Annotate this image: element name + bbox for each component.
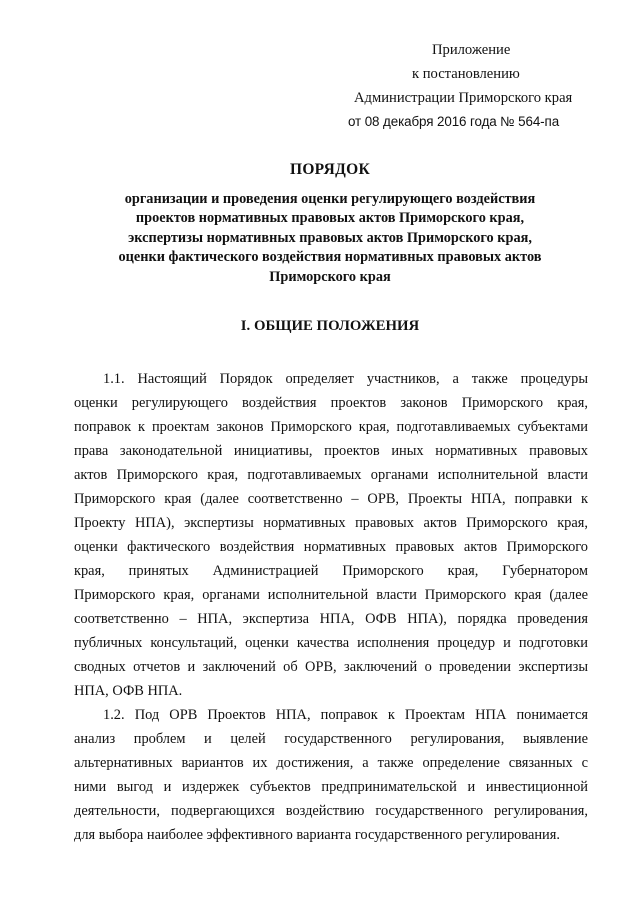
text-line: 1.2. Под ОРВ Проектов НПА, поправок к Проектам НПА понимается bbox=[103, 707, 588, 723]
title-main: ПОРЯДОК bbox=[289, 161, 371, 178]
text-line: оценки фактического воздействия нормативных правовых актов Приморского bbox=[74, 539, 588, 555]
text-line: поправок к проектам законов Приморского края, подготавливаемых субъектами bbox=[74, 419, 588, 435]
text-line: актов Приморского края, подготавливаемых органами исполнительной власти bbox=[74, 467, 588, 483]
text-line: анализ проблем и целей государственного регулирования, выявление bbox=[74, 731, 588, 747]
text-line: сводных отчетов и заключений об ОРВ, заключений о проведении экспертизы bbox=[74, 659, 588, 675]
appendix-note bbox=[340, 38, 600, 134]
text-line: 1.1. Настоящий Порядок определяет участников, а также процедуры bbox=[103, 371, 588, 387]
text-line: деятельности, подвергающихся воздействию государственного регулирования, bbox=[74, 803, 588, 819]
paragraph-1-1 bbox=[74, 367, 588, 703]
body-text bbox=[74, 367, 588, 847]
subtitle-line: оценки фактического воздействия нормативных правовых актов bbox=[118, 249, 542, 266]
appendix-resolution: к постановлению bbox=[412, 66, 520, 82]
text-line: альтернативных вариантов их достижения, а также определение связанных с bbox=[74, 755, 588, 771]
text-line: края, принятых Администрацией Приморского края, Губернатором bbox=[74, 563, 588, 579]
subtitle-line: Приморского края bbox=[269, 268, 391, 285]
text-line: оценки регулирующего воздействия проектов законов Приморского края, bbox=[74, 395, 588, 411]
text-line: Приморского края (далее соответственно – ОРВ, Проекты НПА, поправки к bbox=[74, 491, 588, 507]
section-heading: I. ОБЩИЕ ПОЛОЖЕНИЯ bbox=[240, 318, 420, 334]
text-line: соответственно – НПА, экспертиза НПА, ОФВ НПА), порядка проведения bbox=[74, 611, 588, 627]
title-subtitle bbox=[60, 190, 600, 287]
subtitle-line: проектов нормативных правовых актов Приморского края, bbox=[135, 210, 525, 227]
text-line: Приморского края, органами исполнительной власти Приморского края (далее bbox=[74, 587, 588, 603]
document-title bbox=[60, 159, 600, 287]
text-line: ними выгод и издержек субъектов предпринимательской и инвестиционной bbox=[74, 779, 588, 795]
text-line: публичных консультаций, оценки качества исполнения процедур и подготовки bbox=[74, 635, 588, 651]
text-line: НПА, ОФВ НПА. bbox=[74, 683, 183, 699]
text-line: Проекту НПА), экспертизы нормативных правовых актов Приморского края, bbox=[74, 515, 588, 531]
appendix-label: Приложение bbox=[432, 42, 511, 58]
text-line: права законодательной инициативы, проектов иных нормативных правовых bbox=[74, 443, 588, 459]
text-line: для выбора наиболее эффективного варианта государственного регулирования. bbox=[74, 827, 560, 843]
subtitle-line: экспертизы нормативных правовых актов Приморского края, bbox=[128, 229, 532, 246]
paragraph-1-2 bbox=[74, 703, 588, 847]
subtitle-line: организации и проведения оценки регулирующего воздействия bbox=[124, 191, 536, 207]
appendix-date-number: от 08 декабря 2016 года № 564-па bbox=[348, 114, 560, 129]
appendix-authority: Администрации Приморского края bbox=[354, 90, 573, 106]
